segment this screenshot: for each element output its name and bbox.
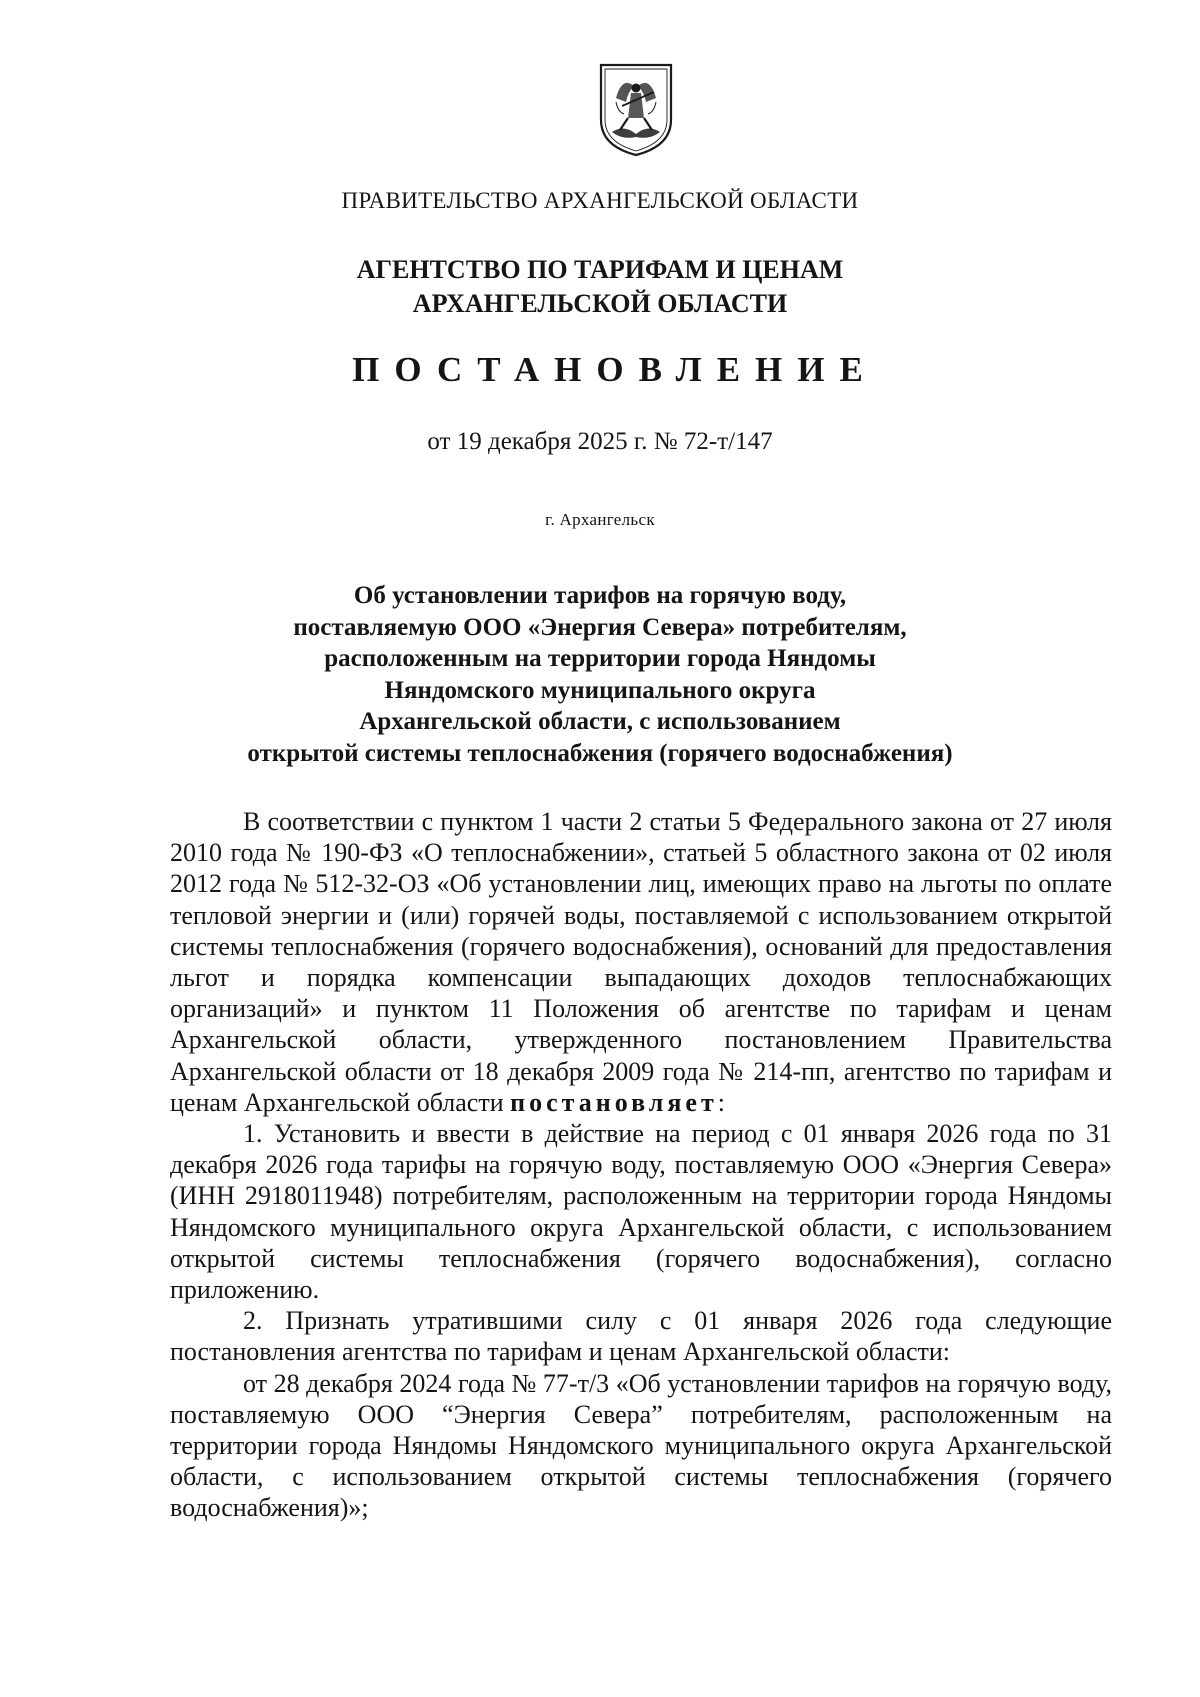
decree-colon: : (717, 1087, 725, 1117)
preamble-paragraph (170, 806, 1112, 1118)
document-subject (0, 580, 1200, 770)
document-body (170, 806, 1112, 1524)
government-name: ПРАВИТЕЛЬСТВО АРХАНГЕЛЬСКОЙ ОБЛАСТИ (341, 188, 859, 213)
decree-word: постановляет (510, 1087, 718, 1117)
subject-line: Няндомского муниципального округа (384, 676, 816, 704)
subject-line: Архангельской области, с использованием (359, 708, 841, 736)
item-2-subitem-paragraph: от 28 декабря 2024 года № 77-т/3 «Об установлении тарифов на горячую воду, поставляемую ООО “Энергия Севера” потребителям, расположенным на территории города Няндомы Няндомского муниципального округа Архангельской области, с использованием открытой системы теплоснабжения (горячего водоснабжения)»; (170, 1368, 1112, 1523)
document-city: г. Архангельск (545, 510, 655, 529)
subject-line: Об установлении тарифов на горячую воду, (353, 582, 847, 609)
document-date-number: от 19 декабря 2025 г. № 72-т/147 (427, 428, 773, 455)
coat-of-arms-icon (598, 62, 674, 158)
subject-line: открытой системы теплоснабжения (горячего водоснабжения) (247, 739, 953, 767)
subject-line: поставляемую ООО «Энергия Севера» потребителям, (293, 613, 907, 641)
item-1-paragraph: 1. Установить и ввести в действие на период с 01 января 2026 года по 31 декабря 2026 года тарифы на горячую воду, поставляемую ООО «Энергия Севера» (ИНН 2918011948) потребителям, расположенным на территории города Няндомы Няндомского муниципального округа Архангельской области, с использованием открытой системы теплоснабжения (горячего водоснабжения), согласно приложению. (170, 1119, 1112, 1305)
agency-name-line-2: АРХАНГЕЛЬСКОЙ ОБЛАСТИ (412, 289, 788, 318)
agency-name (0, 253, 1200, 321)
document-type: ПОСТАНОВЛЕНИЕ (352, 350, 878, 389)
subject-line: расположенным на территории города Няндомы (324, 645, 876, 673)
preamble-text: В соответствии с пунктом 1 части 2 статьи 5 Федерального закона от 27 июля 2010 года № 190-ФЗ «О теплоснабжении», статьей 5 областного закона от 02 июля 2012 года № 512-32-ОЗ «Об установлении лиц, имеющих право на льготы по оплате тепловой энергии и (или) горячей воды, поставляемой с использованием открытой системы теплоснабжения (горячего водоснабжения), оснований для предоставления льгот и порядка компенсации выпадающих доходов теплоснабжающих организаций» и пунктом 11 Положения об агентстве по тарифам и ценам Архангельской области, утвержденного постановлением Правительства Архангельской области от 18 декабря 2009 года № 214-пп, агентство по тарифам и ценам Архангельской области (170, 807, 1112, 1117)
agency-name-line-1: АГЕНТСТВО ПО ТАРИФАМ И ЦЕНАМ (356, 255, 844, 284)
item-2-paragraph: 2. Признать утратившими силу с 01 января 2026 года следующие постановления агентства по тарифам и ценам Архангельской области: (170, 1306, 1112, 1367)
